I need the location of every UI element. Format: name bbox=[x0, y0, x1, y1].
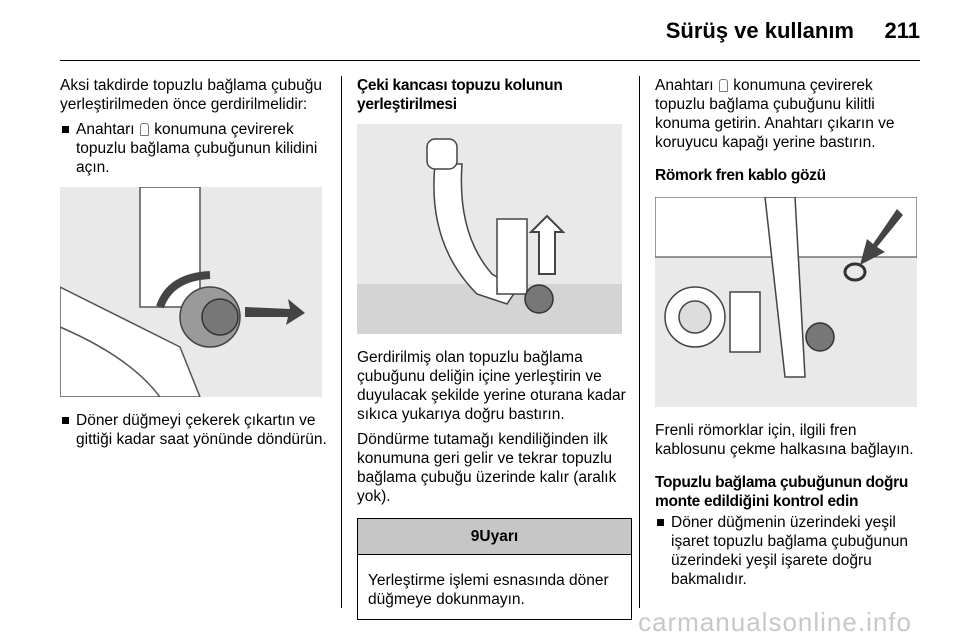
figure-brake-eye bbox=[655, 197, 917, 407]
insert-text: Gerdirilmiş olan topuzlu bağlama çubuğunu deliğin içine yerleştirin ve duyulacak şekilde yerine oturana kadar sıkıca yukarıya doğru bastırın. bbox=[357, 349, 626, 423]
bullet-unlock bbox=[60, 120, 330, 177]
lock-icon bbox=[719, 79, 728, 92]
lock-text-a: Anahtarı bbox=[655, 77, 714, 94]
figure-ball-bar bbox=[357, 124, 622, 334]
page-header bbox=[0, 16, 960, 66]
bullet-rotate: Döner düğmeyi çekerek çıkartın ve gittiği kadar saat yönünde döndürün. bbox=[60, 411, 330, 449]
warning-text: Yerleştirme işlemi esnasında döner düğmeye dokunmayın. bbox=[368, 572, 609, 608]
heading-brake-eye: Römork fren kablo gözü bbox=[655, 167, 826, 184]
watermark: carmanualsonline.info bbox=[638, 607, 912, 637]
figure-knob-pull bbox=[60, 187, 322, 397]
column-1 bbox=[60, 76, 330, 455]
column-divider-2 bbox=[639, 76, 640, 608]
bullet-text: konumuna çevirerek topuzlu bağlama çubuğunun kilidini açın. bbox=[76, 121, 318, 176]
warning-box bbox=[357, 518, 632, 620]
lock-text bbox=[655, 76, 923, 152]
column-2 bbox=[357, 76, 632, 620]
warning-header bbox=[358, 519, 631, 555]
lock-text-b: konumuna çevirerek topuzlu bağlama çubuğunu kilitli konuma getirin. Anahtarı çıkarın ve koruyucu kapağı yerine bastırın. bbox=[655, 77, 895, 151]
column-3 bbox=[655, 76, 923, 595]
heading-check-mount: Topuzlu bağlama çubuğunun doğru monte edildiğini kontrol edin bbox=[655, 474, 909, 510]
bullet-text: Anahtarı bbox=[76, 121, 135, 138]
warning-title: Uyarı bbox=[479, 528, 519, 545]
warning-icon: 9 bbox=[470, 528, 480, 545]
brake-cable-text: Frenli römorklar için, ilgili fren kablosunu çekme halkasına bağlayın. bbox=[655, 422, 914, 458]
unlock-icon bbox=[140, 123, 149, 136]
column-divider-1 bbox=[341, 76, 342, 608]
heading-insert: Çeki kancası topuzu kolunun yerleştirilmesi bbox=[357, 77, 563, 113]
section-title: Sürüş ve kullanım bbox=[665, 18, 854, 43]
intro-text: Aksi takdirde topuzlu bağlama çubuğu yerleştirilmeden önce gerdirilmelidir: bbox=[60, 77, 322, 113]
page-number: 211 bbox=[884, 18, 920, 43]
bullet-green-mark: Döner düğmenin üzerindeki yeşil işaret topuzlu bağlama çubuğunun üzerindeki yeşil işarete doğru bakmalıdır. bbox=[655, 513, 923, 589]
rotate-return-text: Döndürme tutamağı kendiliğinden ilk konumuna geri gelir ve tekrar topuzlu bağlama çubuğu üzerinde kalır (aralık yok). bbox=[357, 431, 617, 505]
header-rule bbox=[60, 60, 920, 61]
